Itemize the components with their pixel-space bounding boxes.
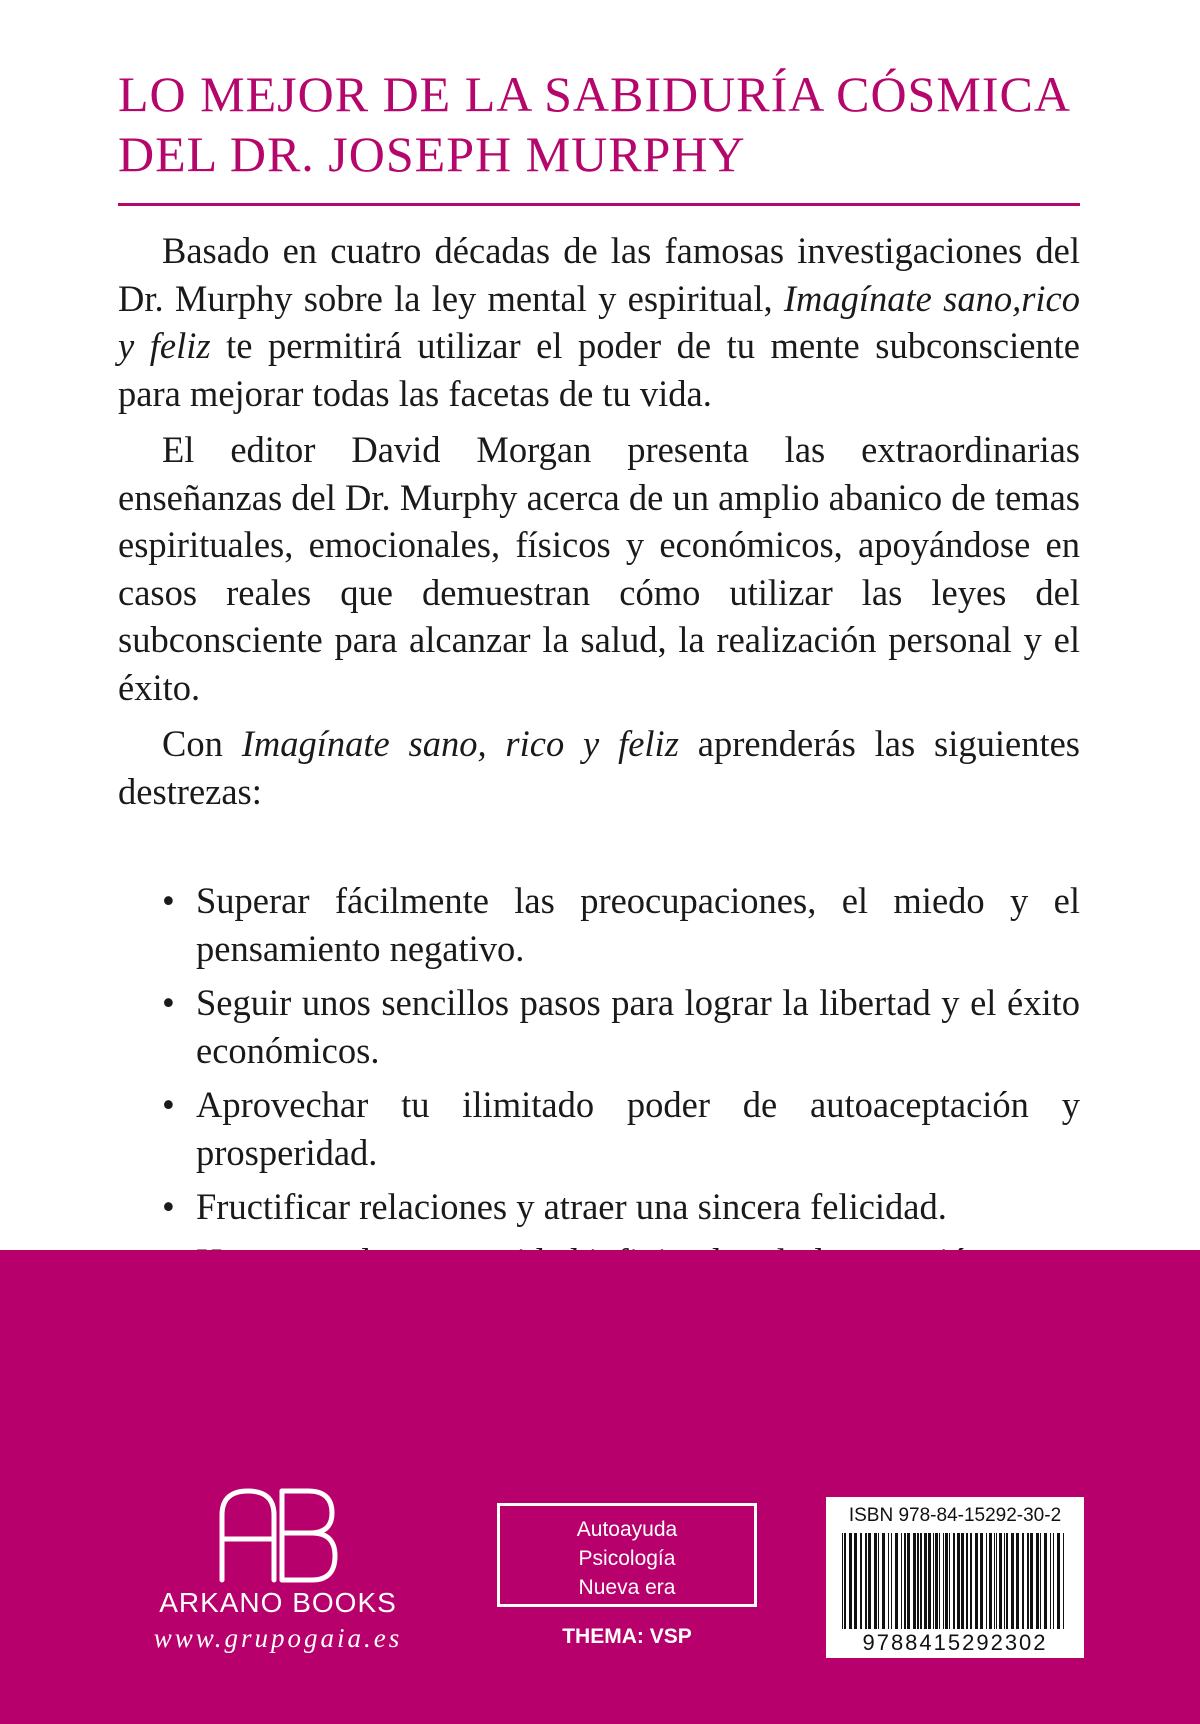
barcode-bar <box>920 1533 922 1629</box>
barcode-bar <box>949 1533 950 1629</box>
barcode-bar <box>1016 1533 1019 1629</box>
paragraph-skills-text: Con <box>162 723 242 764</box>
barcode-bar <box>975 1533 978 1629</box>
barcode-bar <box>860 1533 862 1629</box>
barcode-bar <box>1057 1533 1060 1629</box>
barcode-bar <box>1040 1533 1041 1629</box>
paragraph-skills-text-end: aprenderás las siguientes destrezas: <box>118 723 1081 812</box>
barcode-bar <box>849 1533 852 1629</box>
paragraph-intro <box>118 227 1080 417</box>
bullet-icon: • <box>162 1084 175 1125</box>
paragraph-intro-text: Basado en cuatro décadas de las famosas investigaciones del Dr. Murphy sobre la ley mental y espiritual, <box>118 230 1080 319</box>
barcode-bar <box>888 1533 889 1629</box>
cover-heading <box>118 64 1098 184</box>
barcode-bar <box>907 1533 910 1629</box>
barcode-bar <box>1030 1533 1033 1629</box>
barcode-bar <box>891 1533 892 1629</box>
category-box <box>497 1503 757 1607</box>
publisher-website: www.grupogaia.es <box>153 1623 403 1653</box>
barcode-bar <box>878 1533 879 1629</box>
barcode-bar <box>1050 1533 1051 1629</box>
isbn-number: ISBN 978-84-15292-30-2 <box>848 1505 1062 1526</box>
barcode-bar <box>957 1533 960 1629</box>
barcode-bar <box>1063 1533 1064 1629</box>
paragraph-editor: El editor David Morgan presenta las extraordinarias enseñanzas del Dr. Murphy acerca de un amplio abanico de temas espirituales, emocionales, físicos y económicos, apoyándose en casos reales que demuestran cómo utilizar las leyes del subconsciente para alcanzar la salud, la realización personal y el éxito. <box>118 429 1080 708</box>
ean-number: 9788415292302 <box>862 1630 1048 1655</box>
barcode-bar <box>966 1533 968 1629</box>
list-item <box>118 877 1080 972</box>
barcode-bar <box>901 1533 902 1629</box>
barcode-bar <box>943 1533 944 1629</box>
blurb-body <box>118 227 1080 1292</box>
barcode-bar <box>874 1533 877 1629</box>
barcode-bar <box>953 1533 955 1629</box>
barcode-bar <box>994 1533 995 1629</box>
category-label: Psicología <box>578 1547 676 1570</box>
category-label: Autoayuda <box>576 1518 678 1541</box>
category-label: Nueva era <box>578 1576 676 1599</box>
barcode-bar <box>904 1533 906 1629</box>
barcode-bar <box>844 1533 846 1629</box>
heading-divider <box>118 203 1080 206</box>
publisher-name: ARKANO BOOKS <box>159 1587 397 1618</box>
book-title-italic: Imagínate sano, rico y feliz <box>241 723 679 764</box>
barcode-bar <box>924 1533 927 1629</box>
list-item-text: Seguir unos sencillos pasos para lograr la libertad y el éxito económicos. <box>196 982 1080 1071</box>
barcode-bar <box>989 1533 992 1629</box>
heading-line-1: LO MEJOR DE LA SABIDURÍA CÓSMICA <box>118 66 1071 122</box>
heading-line-2: DEL DR. JOSEPH MURPHY <box>118 126 746 182</box>
list-item-text: Superar fácilmente las preocupaciones, el miedo y el pensamiento negativo. <box>196 880 1080 969</box>
publisher-band <box>0 1250 1200 1724</box>
barcode-bar <box>842 1533 843 1629</box>
barcode-bar <box>917 1533 919 1629</box>
skills-list <box>118 877 1080 1285</box>
arkano-books-logo-icon <box>216 1485 340 1583</box>
barcode-bar <box>961 1533 964 1629</box>
barcode-bar <box>986 1533 987 1629</box>
barcode-bar <box>865 1533 867 1629</box>
barcode-icon <box>840 1533 1070 1629</box>
barcode-bar <box>999 1533 1002 1629</box>
paragraph-intro-text-end: te permitirá utilizar el poder de tu mente subconsciente para mejorar todas las facetas de tu vida. <box>118 325 1080 414</box>
list-item <box>118 1183 1080 1231</box>
paragraph-skills <box>118 720 1080 815</box>
barcode-bar <box>1053 1533 1054 1629</box>
isbn-barcode-box <box>826 1497 1084 1658</box>
barcode-bar <box>1011 1533 1014 1629</box>
barcode-bar <box>945 1533 948 1629</box>
barcode-bar <box>868 1533 871 1629</box>
barcode-bar <box>980 1533 983 1629</box>
barcode-bar <box>939 1533 940 1629</box>
list-item <box>118 979 1080 1074</box>
barcode-bar <box>935 1533 938 1629</box>
barcode-bar <box>895 1533 898 1629</box>
barcode-bar <box>854 1533 857 1629</box>
bullet-icon: • <box>162 1186 175 1227</box>
barcode-bar <box>1036 1533 1039 1629</box>
barcode-bar <box>913 1533 916 1629</box>
barcode-bar <box>996 1533 997 1629</box>
list-item-text: Aprovechar tu ilimitado poder de autoaceptación y prosperidad. <box>196 1084 1080 1173</box>
publisher-logo <box>148 1485 408 1654</box>
list-item-text: Fructificar relaciones y atraer una sincera felicidad. <box>196 1186 947 1227</box>
barcode-bar <box>1044 1533 1047 1629</box>
barcode-bar <box>1004 1533 1005 1629</box>
barcode-bar <box>1006 1533 1008 1629</box>
barcode-bar <box>933 1533 934 1629</box>
barcode-bar <box>928 1533 931 1629</box>
list-item <box>118 1081 1080 1176</box>
book-title-italic: Imagínate sano,rico y feliz <box>118 277 1080 366</box>
barcode-bar <box>1022 1533 1024 1629</box>
barcode-bar <box>1027 1533 1029 1629</box>
bullet-icon: • <box>162 982 175 1023</box>
barcode-bar <box>970 1533 972 1629</box>
thema-code: THEMA: VSP <box>562 1625 692 1648</box>
barcode-bar <box>882 1533 885 1629</box>
bullet-icon: • <box>162 880 175 921</box>
